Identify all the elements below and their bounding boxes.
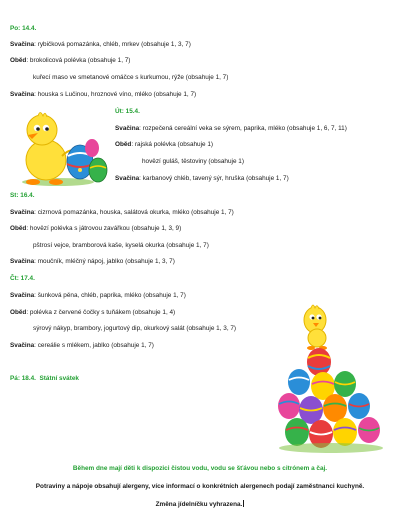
meal-label: Oběd bbox=[10, 225, 27, 232]
meal-text: kuřecí maso ve smetanové omáčce s kurkumou, rýže (obsahuje 1, 7) bbox=[33, 74, 229, 81]
menu-row bbox=[115, 125, 347, 133]
easter-chick-icon bbox=[18, 108, 110, 188]
menu-row bbox=[10, 309, 175, 317]
meal-text: : rozpečená cereální veka se sýrem, paprika, mléko (obsahuje 1, 6, 7, 11) bbox=[139, 125, 347, 132]
footer-change-note: Změna jídelníčku vyhrazena. bbox=[155, 501, 243, 508]
meal-text: : moučník, mléčný nápoj, jablko (obsahuje 1, 3, 7) bbox=[34, 258, 175, 265]
meal-text: : houska s Lučinou, hroznové víno, mléko (obsahuje 1, 7) bbox=[34, 91, 197, 98]
meal-text: : hovězí polévka s játrovou zavářkou (obsahuje 1, 3, 9) bbox=[26, 225, 182, 232]
day-heading-tuesday: Út: 15.4. bbox=[115, 108, 140, 115]
meal-label: Oběd bbox=[10, 309, 27, 316]
meal-text: hovězí guláš, těstoviny (obsahuje 1) bbox=[142, 158, 244, 165]
text-cursor bbox=[243, 500, 244, 507]
menu-row bbox=[33, 74, 228, 82]
menu-row bbox=[115, 141, 213, 149]
day-heading-monday: Po: 14.4. bbox=[10, 25, 37, 32]
menu-row bbox=[33, 325, 236, 333]
day-heading-thursday: Čt: 17.4. bbox=[10, 275, 35, 282]
meal-text: : cereálie s mlékem, jablko (obsahuje 1, 7) bbox=[34, 342, 154, 349]
meal-text: pštrosí vejce, bramborová kaše, kyselá okurka (obsahuje 1, 7) bbox=[33, 242, 209, 249]
day-heading-wednesday: St: 16.4. bbox=[10, 192, 35, 199]
meal-text: : karbanový chléb, tavený sýr, hruška (obsahuje 1, 7) bbox=[139, 175, 289, 182]
meal-text: : rajská polévka (obsahuje 1) bbox=[131, 141, 214, 148]
menu-row bbox=[142, 158, 244, 166]
menu-row bbox=[10, 342, 154, 350]
menu-row bbox=[10, 258, 175, 266]
meal-label: Svačina bbox=[10, 258, 35, 265]
menu-row bbox=[10, 209, 234, 217]
meal-text: : šunková pěna, chléb, paprika, mléko (obsahuje 1, 7) bbox=[34, 292, 186, 299]
menu-row bbox=[10, 41, 191, 49]
holiday-date: Pá: 18.4. bbox=[10, 375, 36, 382]
meal-label: Svačina bbox=[10, 41, 35, 48]
meal-label: Svačina bbox=[10, 292, 35, 299]
meal-text: : rybičková pomazánka, chléb, mrkev (obsahuje 1, 3, 7) bbox=[34, 41, 191, 48]
meal-text: sýrový nákyp, brambory, jogurtový dip, okurkový salát (obsahuje 1, 3, 7) bbox=[33, 325, 237, 332]
meal-text: : brokolicová polévka (obsahuje 1, 7) bbox=[26, 57, 131, 64]
menu-row bbox=[10, 57, 130, 65]
meal-label: Oběd bbox=[10, 57, 27, 64]
meal-label: Svačina bbox=[10, 91, 35, 98]
meal-text: : polévka z červené čočky s tuňákem (obsahuje 1, 4) bbox=[26, 309, 176, 316]
meal-text: : cizrnová pomazánka, houska, salátová okurka, mléko (obsahuje 1, 7) bbox=[34, 209, 234, 216]
meal-label: Svačina bbox=[115, 125, 140, 132]
menu-row bbox=[10, 292, 186, 300]
footer-water-note: Během dne mají děti k dispozici čistou vodu, vodu se šťávou nebo s citrónem a čaj. bbox=[72, 465, 328, 472]
holiday-label: Státní svátek bbox=[39, 375, 79, 382]
menu-row bbox=[10, 91, 196, 99]
meal-label: Svačina bbox=[10, 342, 35, 349]
meal-label: Oběd bbox=[115, 141, 132, 148]
holiday-line bbox=[10, 375, 79, 383]
footer-allergen-note: Potraviny a nápoje obsahují alergeny, více informací o konkrétních alergenech podají zaměstnanci kuchyně. bbox=[35, 483, 365, 490]
menu-row bbox=[115, 175, 289, 183]
meal-label: Svačina bbox=[10, 209, 35, 216]
meal-label: Svačina bbox=[115, 175, 140, 182]
easter-eggs-pile-icon bbox=[275, 302, 387, 454]
menu-row bbox=[10, 225, 181, 233]
menu-row bbox=[33, 242, 209, 250]
